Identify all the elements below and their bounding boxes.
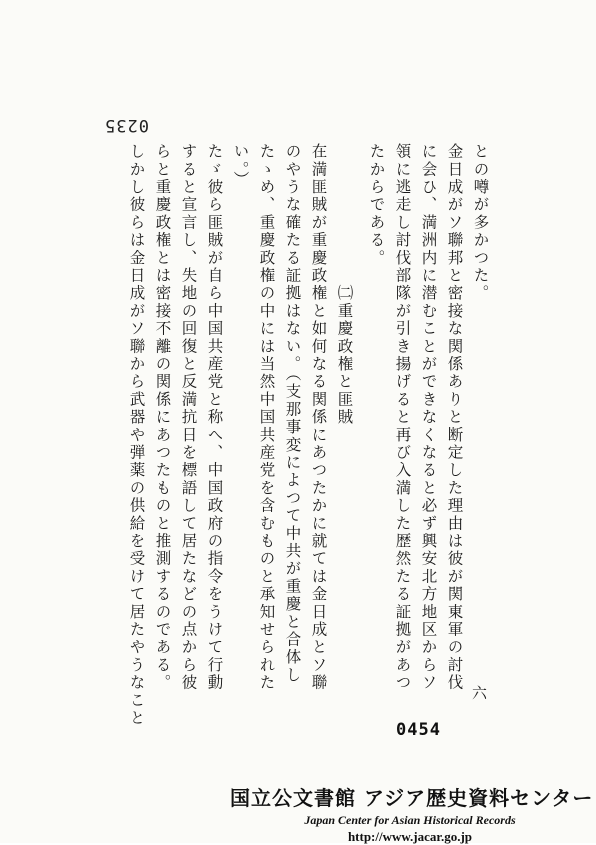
text-column-5: たからである。 <box>367 143 386 267</box>
page-number: 六 <box>472 684 488 702</box>
text-column-11: たゞ彼ら匪賊が自ら中国共産党と称へ、中国政府の指令をうけて行動 <box>205 143 224 692</box>
footer-url: http://www.jacar.go.jp <box>347 829 473 844</box>
text-column-7: 在満匪賊が重慶政権と如何なる関係にあつたかに就ては金日成とソ聯 <box>309 143 328 692</box>
text-column-2: 金日成がソ聯邦と密接な関係ありと断定した理由は彼が関東軍の討伐 <box>445 143 464 692</box>
footer-archive-name-jp: 国立公文書館 アジア歴史資料センター <box>230 786 594 810</box>
archive-footer <box>230 782 594 845</box>
archive-stamp-top: 0235 <box>104 115 149 135</box>
text-column-3: に会ひ、満洲内に潜むことができなくなると必ず興安北方地区からソ <box>419 143 438 692</box>
text-column-8: のやうな確たる証拠はない。（支那事変によつて中共が重慶と合体し <box>283 143 302 684</box>
text-column-9: たゝめ、重慶政権の中には当然中国共産党を含むものと承知せられた <box>257 143 276 692</box>
footer-archive-name-en: Japan Center for Asian Historical Records <box>304 813 516 827</box>
text-column-12: すると宣言し、失地の回復と反満抗日を標語して居たなどの点から彼 <box>179 143 198 692</box>
text-column-14: しかし彼らは金日成がソ聯から武器や弾薬の供給を受けて居たやうなこと <box>127 143 146 728</box>
vertical-text-body <box>112 143 497 763</box>
archive-stamp-bottom: 0454 <box>396 720 441 740</box>
section-heading: ㈡重慶政権と匪賊 <box>335 143 354 427</box>
text-column-10: い。） <box>231 143 250 189</box>
text-column-13: らと重慶政権とは密接不離の関係にあつたものと推測するのである。 <box>153 143 172 692</box>
text-column-1: との噂が多かつた。 <box>471 143 490 303</box>
text-column-4: 領に逃走し討伐部隊が引き揚げると再び入満した歴然たる証拠があつ <box>393 143 412 692</box>
